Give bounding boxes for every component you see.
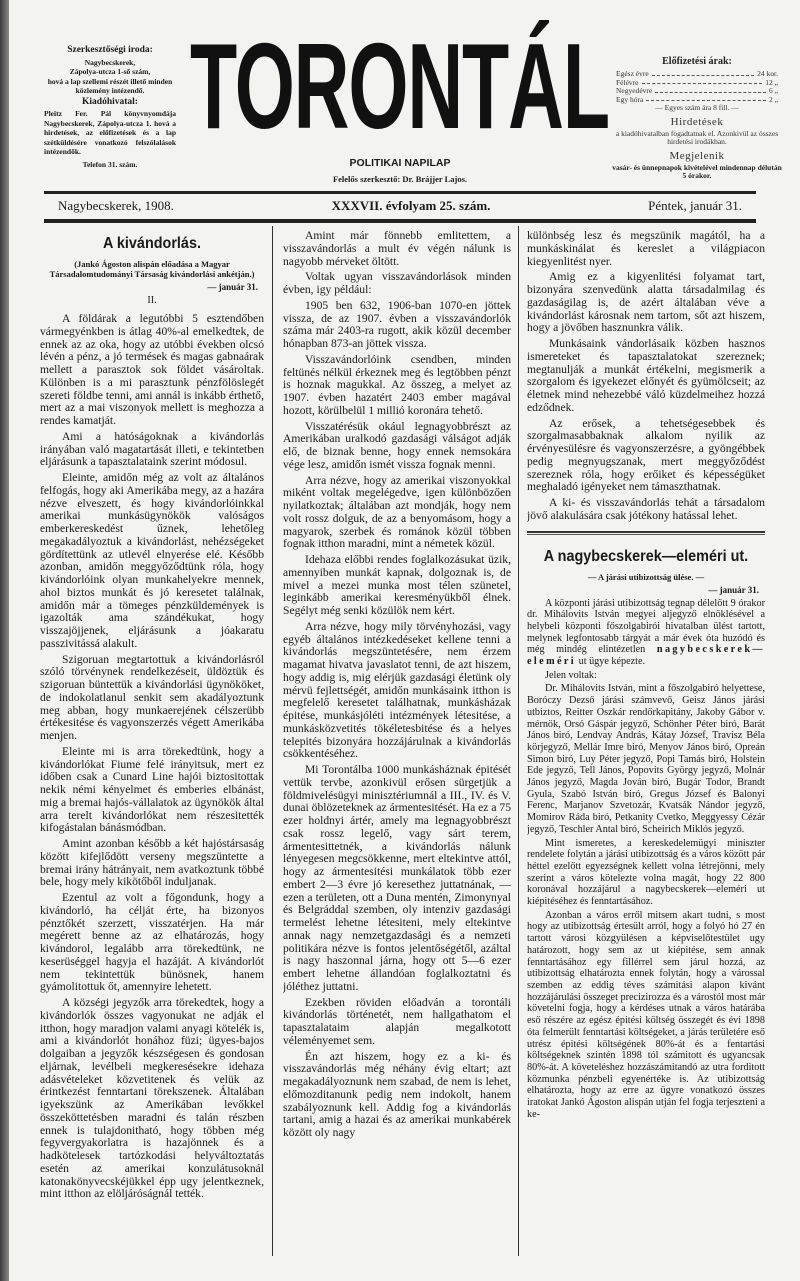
ads-text: a kiadóhivatalban fogadtatnak el. Azonkivül az összes hirdetési irodákban. xyxy=(615,128,779,146)
paragraph: A ki- és visszavándorlás tehát a társadalom jövő alakulására csak jótékony hatással lehet. xyxy=(527,496,765,522)
paragraph: Dr. Mihálovits István, mint a főszolgabiró helyettese, Boróczy Dezső járási számvevő, Geisz János járási utbiztos, Reitter Oszkár rendőrkapitány, Jakoby Gábor v. mérnök, Orsó Gáspár jegyző, Schönher Péter biró, Barát János biró, Lendvay András, Kátay József, Travisz Béla körjegyző, Mellár Imre biró, Menyov János biró, Opreán Simon biró, Luy Péter jegyző, Popi Tamás biró, Holstein Ede jegyző, Tell János, Popovits György jegyző, Molnár János jegyző, Magda Jován biró, Bugár Todor, Brandt Gyula, Szabó István biró, Gregus József és Balonyi Ferenc, Marjanov Szvetozár, Kvatsák Nándor jegyző, Momirov Ráda biró, Petkanity Cvetko, Meggyessy Cézár jegyző, Teschler Antal biró, Scheirich Miklós jegyző. xyxy=(527,683,765,835)
phone: Telefon 31. szám. xyxy=(82,159,138,169)
article-subtitle: — A járási utibizottság ülése. — xyxy=(587,571,705,582)
office-city: Nagybecskerek, xyxy=(84,57,136,67)
paragraph: A községi jegyzők arra törekedtek, hogy a kivándorlók összes vagyonukat ne adják el itthon, hogy maradjon valami anyagi kötelék is, ami a kivándorlót honához füzi; ügyes-bajos dolgaiban a jegyzők készségesen és gondosan eljárnak, levélbeli megkeresésekre idehaza adásvételeket közvetitenek és velük az érintkezést fenntartani törekszenek. Általában igyekszünk az Amerikában levőkkel összeköttetésben maradni és talán részben ennek is tulajdonitható, hogy többen még fegyvergyakorlatra is hazajönnek és a hadkötelesek tartózkodási helyváltoztatás esetén az amerikai konzulátusoknál katonakönyvecskéjükkel épp ugy jelentkeznek, mint itthon az elöljáróságnál tették. xyxy=(40,996,264,1201)
paragraph: Visszavándorlóink csendben, minden feltünés nélkül érkeznek meg és legtöbben pénzt is hoznak magukkal. Az összeg, a melyet az 1907. évben hazatért 2403 ember magával hozott, körülbelül 1 millió koronára tehető. xyxy=(283,352,511,417)
article-dateline: — január 31. xyxy=(708,584,759,595)
paragraph: Idehaza előbbi rendes foglalkozásukat üzik, amennyiben munkát kapnak, dolgoznak is, de mivel a mezei munka most télen szünetel, leginkább amerikai keresményükből élnek. Segélyt még senki közülök nem kért. xyxy=(283,553,511,617)
price-label: Negyedévre xyxy=(616,86,653,95)
divider xyxy=(44,191,756,194)
price-value: 12 „ xyxy=(765,77,778,87)
paragraph: Eleinte mi is arra törekedtünk, hogy a kivándorlókat Fiume felé irányitsuk, mert ez időben csak a Cunard Line hajói biztositottak nekik némi kényelmet és emberies elbánást, mig a bremai hajós-vállalatok az ügynökök által arra terelt kivándorlókat nem részesitették kifogástalan bánásmódban. xyxy=(40,744,264,835)
paragraph: Azonban a város erről mitsem akart tudni, s most hogy az utibizottság értesült arról, hogy a folyó hó 27 én tartott városi közgyülésen a képviselőtestület ugy határozott, hogy sem az ut kiépitése, sem annak fenntartásához egy fillérrel sem járul hozzá, az utibizottság elhatározta ennek folytán, hogy a várossal szemben az eddig téves számitási alapon kivánt hozzájárulási összeget precizirozza és a várostól most már követelni fogja, hogy a kérdéses utnak a város határába eső részére az egész épitési költség összegét és évi 1898 óta felmerült fenntartási költségeket, a járás területére eső utrész épitési költségének 80%-át és a fentartási költségeknek szintén 1898 tól számitott és ugyancsak 80%-át. A követeléshez hozzászámitandó az utra forditott közmunka pénzbeli egyenértéke is. Az utibizottság elhatározta, hogy az erre az ügyre vonatkozó összes iratokat Jankó Ágoston alispán utján fel fogja terjeszteni a ke- xyxy=(527,909,765,1120)
price-value: 24 kor. xyxy=(757,69,778,78)
paragraph: Amint azonban később a két hajóstársaság között kifejlődött verseny megszüntette a bremai irány hátrányait, nem avatkoztunk többé bele, hogy mely kikötőből induljanak. xyxy=(40,837,264,889)
paragraph: Az erősek, a tehetségesebbek és szorgalmasabbaknak alkalom nyilik az érvényesülésre és vagyonszerzésre, a gyöngébbek pedig megnyugszanak, mert meggyőződést szereznek róla, hogy erőiket és képességüket meghaladó igényeket nem támaszthatnak. xyxy=(527,416,765,494)
paragraph: Voltak ugyan visszavándorlások minden évben, igy például: xyxy=(283,270,511,296)
place-year: Nagybecskerek, 1908. xyxy=(58,198,174,213)
office-street: Zápolya-utcza 1-ső szám, xyxy=(69,67,151,76)
paragraph: Ezentul az volt a főgondunk, hogy a kivándorló, ha célját érte, ha bizonyos pénztőkét szerzett, visszatérjen. Ha már megérett benne az az elhatározás, hogy kivándorol, legalább arra törekedtünk, ne keserüséggel hagyja el hazáját. A kivándorlót nem tekintettük bünösnek, hanem gyámolitottuk őt, amennyire lehetett. xyxy=(40,891,264,994)
publisher-text: Pleitz Fer. Pál könyvnyomdája Nagybecskerek, Zápolya-utcza 1. hová a hirdetések, az előfizetések és a lap szétküldésére vonatkozó felszólalások intézendők. xyxy=(44,109,176,156)
issue-date: Péntek, január 31. xyxy=(648,198,742,213)
paragraph: Visszatérésük okául legnagyobbrészt az Amerikában uralkodó gazdasági válságot adják elő, de biznak benne, hogy ennek nemsokára vége lesz, amidőn ismét vissza fognak menni. xyxy=(283,419,511,471)
article-separator xyxy=(527,531,765,535)
paragraph: Ami a hatóságoknak a kivándorlás irányában való magatartását illeti, e tekintetben eljárásunk a tapasztalataink szerint módosul. xyxy=(40,429,264,469)
leader-dashes xyxy=(646,96,766,102)
leader-dashes xyxy=(655,87,766,93)
column-divider xyxy=(272,226,273,1256)
article-dateline: — január 31. xyxy=(207,282,258,292)
office-heading: Szerkesztőségi iroda: xyxy=(67,45,153,55)
article-title: A kivándorlás. xyxy=(103,235,201,252)
publisher-heading: Kiadóhivatal: xyxy=(82,96,138,107)
article-body xyxy=(527,598,765,1121)
paragraph: Ezekben röviden előadván a torontáli kivándorlás történetét, nem hallgathatom el tapasztalataim alapján megalkotott véleményemet sem. xyxy=(283,995,511,1047)
divider xyxy=(44,219,756,223)
masthead-editorial-office xyxy=(44,44,176,169)
leader-dashes xyxy=(652,70,754,76)
price-value: 6 „ xyxy=(769,86,778,95)
single-price: — Egyes szám ára 8 fill. — xyxy=(655,103,739,112)
column-divider xyxy=(518,226,519,1256)
newspaper-subtitle: POLITIKAI NAPILAP xyxy=(349,157,451,169)
paragraph: Amint már fönnebb emlitettem, a visszavándorlás a mult év végén nálunk is nagyobb mérveket öltött. xyxy=(283,230,511,268)
paragraph: A földárak a legutóbbi 5 esztendőben vármegyénkben is átlag 40%-al emelkedtek, de ennek az az oka, hogy az utóbbi években olcsó lévén a pénz, a jó termések és magas gabnaárak mellett a parasztok sok földet vásároltak. Különben is a mi parasztunk pénzfölöslegét szereti földbe tenni, ami annál is inkább érthető, mert az a mai viszonyok mellett is meghozza a rendes kamatját. xyxy=(40,312,264,427)
paragraph-text: A központi járási utibizottság tegnap délelőtt 9 órakor dr. Mihálovits István megyei aljegyző elnöklésével a helybeli központi főszolgabirói hivatalban ülést tartott, melynek legfontosabb tárgyát a már évek óta huzódó és még mindég elintézetlen xyxy=(527,597,765,656)
editor-line: Felelős szerkesztő: Dr. Brájjer Lajos. xyxy=(332,174,468,184)
paragraph-text: ut ügye képezte. xyxy=(576,656,646,668)
article-section: II. xyxy=(147,295,157,306)
newspaper-title xyxy=(190,17,610,153)
appears-text: vasár- és ünnepnapok kivételével mindennap délután 5 órakor. xyxy=(612,162,782,180)
paragraph: Amig ez a kigyenlitési folyamat tart, bizonyára szenvedünk alatta társadalmilag és gazdaságilag is, de azért általában véve a kivándorlást károsnak nem tartom, sőt azt hiszem, hogy a jövőben hasznunkra válik. xyxy=(527,270,765,335)
issue-number: XXXVII. évfolyam 25. szám. xyxy=(331,198,491,213)
office-note: hová a lap szellemi részét illető minden közlemény intézendő. xyxy=(47,76,173,95)
paragraph: különbség lesz és megszünik magától, ha a munkáskinálat és kereslet a világpiacon kiegyenlitést nyer. xyxy=(527,230,765,268)
scan-edge xyxy=(0,0,9,1281)
prices-heading: Előfizetési árak: xyxy=(662,56,732,67)
paragraph: Arra nézve, hogy az amerikai viszonyokkal miként voltak megelégedve, igen különbözően nyilatkoztak; általában azt mondják, hogy nem volt rossz dolguk, de az a benyomásom, hogy a magyarok, szerbek és románok közül többen fognak itthon maradni, mint a németek közül. xyxy=(283,473,511,551)
price-label: Félévre xyxy=(616,77,639,87)
paragraph: Eleinte, amidőn még az volt az általános felfogás, hogy aki Amerikába megy, az a hazára nézve elveszett, és hogy kivándorlóinkkal amerikai munkásügynökök valóságos emberkereskedést űznek, lehetőleg megakadályoztuk a kivándorlást, nehézségeket gördítettünk az utlevél elnyerése elé. Később azonban, amidőn meggyőződtünk róla, hogy kivándorlóink olyan munkahelyekre mennek, ahol biztos munkát és jó keresetet találnak, amidőn már a tömeges pénzküldemények is igazolták ama szándékukat, hogy visszajöjjenek, eljárásunk a jóakaratu passzivitássá alakult. xyxy=(40,471,264,650)
price-label: Egy hóra xyxy=(616,94,644,104)
article-subtitle: (Jankó Ágoston alispán előadása a Magyar Társadalomtudományi Társaság kivándorlási ankétján.) xyxy=(49,259,255,279)
newspaper-title-text: TORONTÁL xyxy=(190,18,609,155)
dateline xyxy=(44,198,756,213)
paragraph: Mint ismeretes, a kereskedelemügyi miniszter rendelete folytán a járási utibizottság és a város között pár héttel ezelőtt egyezségnek kellett volna létrejönni, mely szerint a város kötelezte volna magát, hogy 22 800 koronával hozzájárul a nagybecskerek—eleméri ut kiépitéséhez és fenntartásához. xyxy=(527,837,765,908)
column-3 xyxy=(527,230,765,1260)
paragraph: Jelen voltak: xyxy=(545,669,597,681)
paragraph: Arra nézve, hogy mily törvényhozási, vagy egyéb általános intézkedéseket kellene tenni a kivándorlás megszüntetésére, nem érzem magamat hivatva javaslatot tenni, de azt hiszem, hogy addig is, mig elérjük gazdasági életünk oly mérvü fejlettségét, amidőn munkásaink itthon is megfelelő keresetet találhatnak, munkásházak épitése, munkásjóléti intézmények létesitése, a munkásközvetités tökéletesbitése és a helyes telepités bizonyára hozzájárulnak a kivándorlás csökkentéséhez. xyxy=(283,619,511,761)
price-value: 2 „ xyxy=(769,94,778,104)
price-label: Egész évre xyxy=(616,69,649,78)
paragraph: Én azt hiszem, hogy ez a ki- és visszavándorlás még néhány évig eltart; azt megakadályoznunk nem szabad, de nem is lehet, előmozditanunk pedig nem indokolt, hanem szabályoznunk kell. Addig fog a kivándorlás tartani, amig a hazai és az amerikai munkabérek között oly nagy xyxy=(283,1049,511,1139)
paragraph xyxy=(527,598,765,668)
appears-heading: Megjelenik xyxy=(669,149,725,162)
column-2 xyxy=(283,230,511,1260)
paragraph: Munkásaink vándorlásaik közben hasznos ismereteket és tapasztalatokat szereznek; megtanulják a munkát értékelni, megismerik a szorgalom és igyekezet előnyét és gyümölcseit; az életnek mind nehezebbé váló küzdelmeihez hozzá edződnek. xyxy=(527,337,765,414)
article-title: A nagybecskerek—eleméri ut. xyxy=(543,547,749,565)
paragraph: Szigoruan megtartottuk a kivándorlásról szóló törvénynek rendelkezéseit, üldöztük és szigoruan büntettük a kivándorlási ügynököket, de indokolatlanul senkit sem akadályoztunk meg abban, hogy munkaerejének célszerübb értékesitése és vagyonszerzés végett Amerikába menjen. xyxy=(40,652,264,742)
masthead-subscription xyxy=(612,54,782,181)
leader-dashes xyxy=(642,79,763,85)
paragraph: Mi Torontálba 1000 munkásháznak épitését vettük tervbe, azonkivül erősen sürgetjük a földmivelésügyi minisztériumnál a III., IV. és V. dunai öblözeteknek az ármentesitését. Ha ez a 75 ezer holdnyi ártér, amely ma legnagyobbrészt csak rossz legelő, vagy sárt terem, ármentesittetnék, a kivándorlás nálunk lényegesen megcsökkenne, mert eltekintve attól, hogy az ármentesitési munkálatok több ezer embert 2—3 évre jó keresethez juttatnának, — ezen a területen, ott a Duna mentén, Zimonynyal és Belgráddal szemben, oly intenziv gazdasági termelést lehetne létesiteni, mely eltekintve annak nagy nemzetgazdasági és a nemzeti politikára nézve is fontos jelentőségétől, azáltal is nagy haszonnal járna, hogy ott 5—6 ezer embert lehetne állandóan foglalkoztatni és jóléthez juttatni. xyxy=(283,763,511,993)
column-1 xyxy=(40,230,264,1260)
ads-heading: Hirdetések xyxy=(670,115,724,128)
paragraph: 1905 ben 632, 1906-ban 1070-en jöttek vissza, de az 1907. évben a visszavándorlók száma már 2403-ra rugott, akik közül december hónapban 873-an jöttek vissza. xyxy=(283,298,511,350)
emphasized-text: nagybecskerek—eleméri xyxy=(527,644,765,668)
